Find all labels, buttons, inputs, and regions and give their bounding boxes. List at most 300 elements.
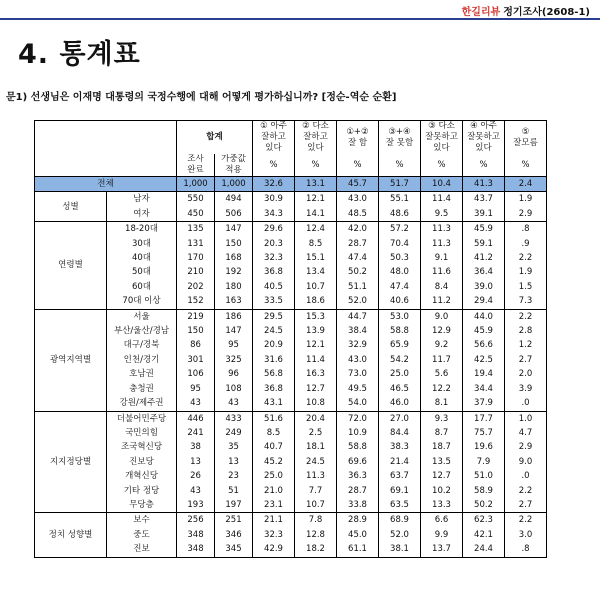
cell-value: .0 bbox=[505, 396, 547, 411]
cell-value: 249 bbox=[215, 426, 253, 440]
cell-value: 69.1 bbox=[379, 484, 421, 498]
cell-value: 2.2 bbox=[505, 251, 547, 265]
cell-value: 12.7 bbox=[421, 469, 463, 483]
cell-value: 168 bbox=[215, 251, 253, 265]
cell-value: 12.4 bbox=[295, 222, 337, 237]
row-category: 18-20대 bbox=[125, 224, 158, 235]
table-row bbox=[35, 455, 547, 469]
cell-value: 43.0 bbox=[337, 192, 379, 207]
cell-value: 38.3 bbox=[379, 440, 421, 454]
cell-value: 69.6 bbox=[337, 455, 379, 469]
cell-value: 42.5 bbox=[463, 353, 505, 367]
cell-value: 19.6 bbox=[463, 440, 505, 454]
header-col-2: ② 다소 잘하고 있다 bbox=[295, 121, 337, 155]
cell-value: 10.2 bbox=[421, 484, 463, 498]
cell-value: 55.1 bbox=[379, 192, 421, 207]
header-col-5: ③ 다소 잘못하고 있다 bbox=[421, 121, 463, 155]
cell-value: 12.9 bbox=[421, 324, 463, 338]
cell-value: 33.5 bbox=[253, 294, 295, 309]
cell-value: 11.2 bbox=[421, 294, 463, 309]
row-category: 개혁신당 bbox=[125, 471, 158, 482]
cell-value: 38.1 bbox=[379, 542, 421, 557]
table-row bbox=[35, 411, 547, 426]
cell-value: 46.5 bbox=[379, 382, 421, 396]
cell-value: 1.9 bbox=[505, 192, 547, 207]
cell-value: 29.6 bbox=[253, 222, 295, 237]
row-category: 강원/제주권 bbox=[107, 396, 177, 411]
cell-value: 219 bbox=[177, 309, 215, 324]
report-id: 정기조사(2608-1) bbox=[503, 7, 590, 18]
cell-value: 50.3 bbox=[379, 251, 421, 265]
cell-value: 2.2 bbox=[505, 309, 547, 324]
cell-value: 348 bbox=[177, 542, 215, 557]
cell-value: 11.7 bbox=[421, 353, 463, 367]
cell-value: 1,000 bbox=[215, 177, 253, 192]
cell-value: 346 bbox=[215, 528, 253, 542]
cell-value: 95 bbox=[177, 382, 215, 396]
group-label: 지지정당별 bbox=[35, 411, 107, 513]
cell-value: 62.3 bbox=[463, 513, 505, 528]
cell-value: 31.6 bbox=[253, 353, 295, 367]
cell-value: 58.9 bbox=[463, 484, 505, 498]
brand bbox=[462, 3, 590, 18]
row-category: 대구/경북 bbox=[123, 340, 160, 351]
cell-value: 2.7 bbox=[505, 498, 547, 513]
cell-value: 241 bbox=[177, 426, 215, 440]
cell-value: 193 bbox=[177, 498, 215, 513]
cell-value: 11.4 bbox=[421, 192, 463, 207]
cell-value: 12.1 bbox=[295, 338, 337, 352]
cell-value: 36.8 bbox=[253, 265, 295, 279]
cell-value: 2.2 bbox=[505, 513, 547, 528]
cell-value: 42.0 bbox=[337, 222, 379, 237]
cell-value: 256 bbox=[177, 513, 215, 528]
row-category: 부산/울산/경남 bbox=[114, 326, 169, 337]
row-category: 60대 bbox=[131, 281, 152, 292]
cell-value: 10.7 bbox=[295, 498, 337, 513]
cell-value: 2.5 bbox=[295, 426, 337, 440]
cell-value: 19.4 bbox=[463, 367, 505, 381]
cell-value: 40.6 bbox=[379, 294, 421, 309]
cell-value: 251 bbox=[215, 513, 253, 528]
cell-value: 12.8 bbox=[295, 528, 337, 542]
cell-value: 150 bbox=[177, 324, 215, 338]
cell-value: 51.6 bbox=[253, 411, 295, 426]
stat-table bbox=[34, 120, 547, 558]
cell-value: 40.5 bbox=[253, 280, 295, 294]
cell-value: 29.4 bbox=[463, 294, 505, 309]
cell-value: 39.0 bbox=[463, 280, 505, 294]
cell-value: 45.9 bbox=[463, 222, 505, 237]
header-unit: % bbox=[295, 154, 337, 177]
cell-value: 10.9 bbox=[337, 426, 379, 440]
header-col-3: ①+② 잘 함 bbox=[337, 121, 379, 155]
cell-value: 59.1 bbox=[463, 237, 505, 251]
cell-value: 42.9 bbox=[253, 542, 295, 557]
cell-value: 11.3 bbox=[421, 222, 463, 237]
cell-value: 84.4 bbox=[379, 426, 421, 440]
cell-value: 41.2 bbox=[463, 251, 505, 265]
cell-value: 28.7 bbox=[337, 484, 379, 498]
cell-value: 15.1 bbox=[295, 251, 337, 265]
cell-value: 131 bbox=[177, 237, 215, 251]
cell-value: 202 bbox=[177, 280, 215, 294]
cell-value: 23 bbox=[215, 469, 253, 483]
cell-value: 45.7 bbox=[337, 177, 379, 192]
cell-value: 28.9 bbox=[337, 513, 379, 528]
row-category: 여자 bbox=[107, 207, 177, 222]
cell-value: 147 bbox=[215, 324, 253, 338]
cell-value: 95 bbox=[215, 338, 253, 352]
cell-value: 197 bbox=[215, 498, 253, 513]
header-unit: % bbox=[421, 154, 463, 177]
cell-value: 56.6 bbox=[463, 338, 505, 352]
table-row bbox=[35, 513, 547, 528]
cell-value: 2.8 bbox=[505, 324, 547, 338]
cell-value: 23.1 bbox=[253, 498, 295, 513]
cell-value: 35 bbox=[215, 440, 253, 454]
cell-value: 54.2 bbox=[379, 353, 421, 367]
cell-value: 9.2 bbox=[421, 338, 463, 352]
cell-value: 7.8 bbox=[295, 513, 337, 528]
cell-value: 170 bbox=[177, 251, 215, 265]
cell-value: 12.2 bbox=[421, 382, 463, 396]
cell-value: 43 bbox=[177, 484, 215, 498]
cell-value: 9.3 bbox=[421, 411, 463, 426]
cell-value: 152 bbox=[177, 294, 215, 309]
cell-value: 1.0 bbox=[505, 411, 547, 426]
cell-value: 27.0 bbox=[379, 411, 421, 426]
row-category: 충청권 bbox=[129, 383, 154, 394]
header-sub-2: 가중값 적용 bbox=[215, 154, 253, 177]
cell-value: 37.9 bbox=[463, 396, 505, 411]
table-row bbox=[35, 251, 547, 265]
cell-value: 8.4 bbox=[421, 280, 463, 294]
cell-value: 63.7 bbox=[379, 469, 421, 483]
cell-value: 47.4 bbox=[337, 251, 379, 265]
cell-value: 24.5 bbox=[295, 455, 337, 469]
cell-value: 53.0 bbox=[379, 309, 421, 324]
cell-value: 65.9 bbox=[379, 338, 421, 352]
cell-value: 433 bbox=[215, 411, 253, 426]
cell-value: 13.3 bbox=[421, 498, 463, 513]
cell-value: 11.6 bbox=[421, 265, 463, 279]
cell-value: 21.0 bbox=[253, 484, 295, 498]
cell-value: 13.9 bbox=[295, 324, 337, 338]
cell-value: 42.1 bbox=[463, 528, 505, 542]
row-category: 중도 bbox=[133, 529, 150, 540]
cell-value: 7.9 bbox=[463, 455, 505, 469]
cell-value: 10.8 bbox=[295, 396, 337, 411]
cell-value: 192 bbox=[215, 265, 253, 279]
cell-value: 186 bbox=[215, 309, 253, 324]
row-category: 40대 bbox=[131, 253, 152, 264]
row-category: 진보당 bbox=[129, 456, 154, 467]
cell-value: 11.3 bbox=[295, 469, 337, 483]
cell-value: 21.4 bbox=[379, 455, 421, 469]
cell-value: 34.4 bbox=[463, 382, 505, 396]
cell-value: 13 bbox=[177, 455, 215, 469]
cell-value: 73.0 bbox=[337, 367, 379, 381]
cell-value: .8 bbox=[505, 222, 547, 237]
header-rule bbox=[0, 18, 600, 20]
cell-value: 45.2 bbox=[253, 455, 295, 469]
cell-value: 25.0 bbox=[253, 469, 295, 483]
cell-value: 2.7 bbox=[505, 353, 547, 367]
cell-value: 8.1 bbox=[421, 396, 463, 411]
cell-value: 550 bbox=[177, 192, 215, 207]
cell-value: 106 bbox=[177, 367, 215, 381]
row-category: 진보 bbox=[107, 542, 177, 557]
cell-value: 58.8 bbox=[337, 440, 379, 454]
cell-value: 72.0 bbox=[337, 411, 379, 426]
cell-value: 32.3 bbox=[253, 528, 295, 542]
cell-value: 18.7 bbox=[421, 440, 463, 454]
cell-value: 147 bbox=[215, 222, 253, 237]
cell-value: 44.0 bbox=[463, 309, 505, 324]
cell-value: 506 bbox=[215, 207, 253, 222]
cell-value: 13.4 bbox=[295, 265, 337, 279]
cell-value: 5.6 bbox=[421, 367, 463, 381]
cell-value: 86 bbox=[177, 338, 215, 352]
cell-value: 8.5 bbox=[253, 426, 295, 440]
cell-value: 38.4 bbox=[337, 324, 379, 338]
table-row bbox=[35, 309, 547, 324]
row-category: 보수 bbox=[133, 515, 150, 526]
cell-value: 2.4 bbox=[505, 177, 547, 192]
row-category: 국민의힘 bbox=[125, 427, 158, 438]
cell-value: 45.0 bbox=[337, 528, 379, 542]
cell-value: 494 bbox=[215, 192, 253, 207]
row-category: 남자 bbox=[133, 194, 150, 205]
cell-value: 24.5 bbox=[253, 324, 295, 338]
row-category: 30대 bbox=[131, 238, 152, 249]
table-row bbox=[35, 192, 547, 207]
cell-value: 50.2 bbox=[337, 265, 379, 279]
table-row bbox=[35, 338, 547, 352]
cell-value: 25.0 bbox=[379, 367, 421, 381]
cell-value: 21.1 bbox=[253, 513, 295, 528]
row-category: 인천/경기 bbox=[123, 354, 160, 365]
cell-value: 36.8 bbox=[253, 382, 295, 396]
cell-value: 4.7 bbox=[505, 426, 547, 440]
cell-value: 10.4 bbox=[421, 177, 463, 192]
cell-value: 11.3 bbox=[421, 237, 463, 251]
cell-value: 51.7 bbox=[379, 177, 421, 192]
row-category: 70대 이상 bbox=[107, 294, 177, 309]
cell-value: 40.7 bbox=[253, 440, 295, 454]
cell-value: 48.6 bbox=[379, 207, 421, 222]
cell-value: 9.5 bbox=[421, 207, 463, 222]
row-category: 더불어민주당 bbox=[116, 413, 167, 424]
cell-value: 61.1 bbox=[337, 542, 379, 557]
cell-value: 47.4 bbox=[379, 280, 421, 294]
cell-value: 34.3 bbox=[253, 207, 295, 222]
row-category: 50대 bbox=[131, 267, 152, 278]
cell-value: 75.7 bbox=[463, 426, 505, 440]
cell-value: 24.4 bbox=[463, 542, 505, 557]
cell-value: 18.1 bbox=[295, 440, 337, 454]
header-unit: % bbox=[463, 154, 505, 177]
cell-value: .8 bbox=[505, 542, 547, 557]
cell-value: 96 bbox=[215, 367, 253, 381]
header-unit: % bbox=[253, 154, 295, 177]
cell-value: 45.9 bbox=[463, 324, 505, 338]
cell-value: 108 bbox=[215, 382, 253, 396]
header-unit: % bbox=[379, 154, 421, 177]
cell-value: 68.9 bbox=[379, 513, 421, 528]
cell-value: .0 bbox=[505, 469, 547, 483]
cell-value: 9.1 bbox=[421, 251, 463, 265]
cell-value: 13.5 bbox=[421, 455, 463, 469]
cell-value: 36.4 bbox=[463, 265, 505, 279]
cell-value: 33.8 bbox=[337, 498, 379, 513]
cell-value: 16.3 bbox=[295, 367, 337, 381]
cell-value: 7.7 bbox=[295, 484, 337, 498]
cell-value: 1.5 bbox=[505, 280, 547, 294]
cell-value: 63.5 bbox=[379, 498, 421, 513]
cell-value: 180 bbox=[215, 280, 253, 294]
table-row bbox=[35, 396, 547, 411]
table-row bbox=[35, 265, 547, 279]
table-row bbox=[35, 426, 547, 440]
cell-value: 20.9 bbox=[253, 338, 295, 352]
cell-value: 70.4 bbox=[379, 237, 421, 251]
cell-value: 12.7 bbox=[295, 382, 337, 396]
cell-value: 44.7 bbox=[337, 309, 379, 324]
cell-value: 11.4 bbox=[295, 353, 337, 367]
cell-value: 43 bbox=[177, 396, 215, 411]
group-label: 정치 성향별 bbox=[35, 513, 107, 557]
row-category: 무당층 bbox=[107, 498, 177, 513]
header-unit: % bbox=[337, 154, 379, 177]
cell-value: 163 bbox=[215, 294, 253, 309]
cell-value: 325 bbox=[215, 353, 253, 367]
table-row-total bbox=[35, 177, 547, 192]
cell-value: 58.8 bbox=[379, 324, 421, 338]
table-row bbox=[35, 528, 547, 542]
table-row bbox=[35, 367, 547, 381]
table-row bbox=[35, 440, 547, 454]
row-label-total: 전체 bbox=[35, 177, 177, 192]
header-col-4: ③+④ 잘 못함 bbox=[379, 121, 421, 155]
cell-value: 2.0 bbox=[505, 367, 547, 381]
cell-value: 348 bbox=[177, 528, 215, 542]
cell-value: 51 bbox=[215, 484, 253, 498]
cell-value: 48.5 bbox=[337, 207, 379, 222]
cell-value: 26 bbox=[177, 469, 215, 483]
group-label: 연령별 bbox=[35, 222, 107, 309]
cell-value: 2.2 bbox=[505, 484, 547, 498]
table-row bbox=[35, 469, 547, 483]
cell-value: 9.0 bbox=[505, 455, 547, 469]
table-row bbox=[35, 498, 547, 513]
table-row bbox=[35, 207, 547, 222]
cell-value: 345 bbox=[215, 542, 253, 557]
cell-value: 7.3 bbox=[505, 294, 547, 309]
cell-value: 18.6 bbox=[295, 294, 337, 309]
row-category: 호남권 bbox=[129, 369, 154, 380]
cell-value: 1.2 bbox=[505, 338, 547, 352]
table-row bbox=[35, 484, 547, 498]
cell-value: 43.7 bbox=[463, 192, 505, 207]
cell-value: 46.0 bbox=[379, 396, 421, 411]
table-row bbox=[35, 294, 547, 309]
cell-value: 39.1 bbox=[463, 207, 505, 222]
cell-value: 57.2 bbox=[379, 222, 421, 237]
header-sub-1: 조사 완료 bbox=[177, 154, 215, 177]
cell-value: 2.9 bbox=[505, 207, 547, 222]
page-title: 4. 통계표 bbox=[18, 39, 141, 70]
cell-value: 48.0 bbox=[379, 265, 421, 279]
cell-value: 13.7 bbox=[421, 542, 463, 557]
cell-value: 38 bbox=[177, 440, 215, 454]
cell-value: 9.9 bbox=[421, 528, 463, 542]
cell-value: 12.1 bbox=[295, 192, 337, 207]
cell-value: 20.3 bbox=[253, 237, 295, 251]
cell-value: 43 bbox=[215, 396, 253, 411]
cell-value: 13 bbox=[215, 455, 253, 469]
table-row bbox=[35, 542, 547, 557]
cell-value: 30.9 bbox=[253, 192, 295, 207]
header-col-7: ⑤ 잘모름 bbox=[505, 121, 547, 155]
cell-value: 52.0 bbox=[379, 528, 421, 542]
group-label: 성별 bbox=[35, 192, 107, 222]
row-category: 기타 정당 bbox=[123, 485, 160, 496]
table-row bbox=[35, 222, 547, 237]
cell-value: 450 bbox=[177, 207, 215, 222]
cell-value: 36.3 bbox=[337, 469, 379, 483]
cell-value: 43.0 bbox=[337, 353, 379, 367]
cell-value: 54.0 bbox=[337, 396, 379, 411]
cell-value: 32.6 bbox=[253, 177, 295, 192]
cell-value: 28.7 bbox=[337, 237, 379, 251]
table-row bbox=[35, 237, 547, 251]
table-row bbox=[35, 353, 547, 367]
cell-value: 43.1 bbox=[253, 396, 295, 411]
cell-value: 18.2 bbox=[295, 542, 337, 557]
cell-value: 20.4 bbox=[295, 411, 337, 426]
cell-value: 15.3 bbox=[295, 309, 337, 324]
table-row bbox=[35, 324, 547, 338]
cell-value: 32.9 bbox=[337, 338, 379, 352]
cell-value: 32.3 bbox=[253, 251, 295, 265]
header-col-6: ④ 아주 잘못하고 있다 bbox=[463, 121, 505, 155]
cell-value: 135 bbox=[177, 222, 215, 237]
group-label: 광역지역별 bbox=[35, 309, 107, 411]
cell-value: 56.8 bbox=[253, 367, 295, 381]
question-text: 문1) 선생님은 이재명 대통령의 국정수행에 대해 어떻게 평가하십니까? [정순-역순 순환] bbox=[6, 92, 397, 103]
cell-value: 3.0 bbox=[505, 528, 547, 542]
cell-value: 301 bbox=[177, 353, 215, 367]
cell-value: 13.1 bbox=[295, 177, 337, 192]
cell-value: 52.0 bbox=[337, 294, 379, 309]
cell-value: 8.5 bbox=[295, 237, 337, 251]
table-row bbox=[35, 280, 547, 294]
cell-value: 9.0 bbox=[421, 309, 463, 324]
brand-name: 한길리뷰 bbox=[461, 7, 501, 18]
cell-value: 3.9 bbox=[505, 382, 547, 396]
cell-value: 17.7 bbox=[463, 411, 505, 426]
cell-value: 446 bbox=[177, 411, 215, 426]
cell-value: .9 bbox=[505, 237, 547, 251]
header-col-1: ① 아주 잘하고 있다 bbox=[253, 121, 295, 155]
header-total-group: 합계 bbox=[177, 121, 253, 155]
cell-value: 10.7 bbox=[295, 280, 337, 294]
cell-value: 6.6 bbox=[421, 513, 463, 528]
cell-value: 51.0 bbox=[463, 469, 505, 483]
cell-value: 41.3 bbox=[463, 177, 505, 192]
